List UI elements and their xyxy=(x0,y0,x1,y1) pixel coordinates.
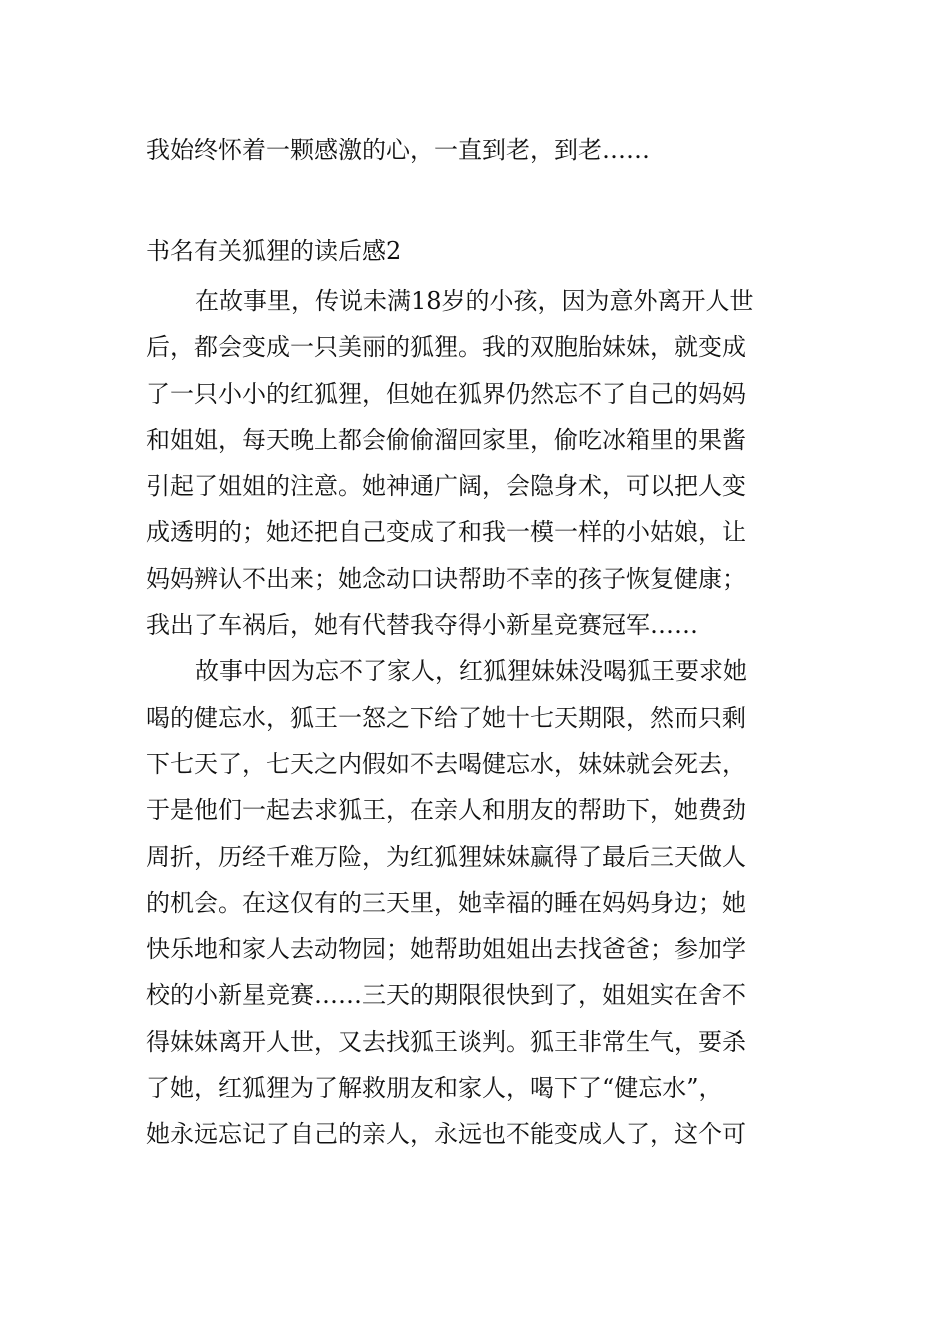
paragraph-line: 校的小新星竞赛……三天的期限很快到了，姐姐实在舍不 xyxy=(146,981,746,1010)
paragraph-line: 了她，红狐狸为了解救朋友和家人，喝下了“健忘水”， xyxy=(146,1074,723,1103)
section-heading-block xyxy=(146,228,806,274)
paragraph-line: 于是他们一起去求狐王，在亲人和朋友的帮助下，她费劲 xyxy=(146,796,746,825)
closing-line-block xyxy=(146,127,806,173)
paragraph-line: 喝的健忘水，狐王一怒之下给了她十七天期限，然而只剩 xyxy=(146,703,746,732)
paragraph-line: 在故事里，传说未满18岁的小孩，因为意外离开人世 xyxy=(195,287,754,315)
paragraph-line: 的机会。在这仅有的三天里，她幸福的睡在妈妈身边；她 xyxy=(146,888,746,917)
paragraph-line: 了一只小小的红狐狸，但她在狐界仍然忘不了自己的妈妈 xyxy=(146,379,746,408)
paragraph-line: 和姐姐，每天晚上都会偷偷溜回家里，偷吃冰箱里的果酱 xyxy=(146,425,746,454)
paragraph-line: 快乐地和家人去动物园；她帮助姐姐出去找爸爸；参加学 xyxy=(146,935,746,964)
paragraph-line: 故事中因为忘不了家人，红狐狸妹妹没喝狐王要求她 xyxy=(195,657,747,686)
paragraph-line: 引起了姐姐的注意。她神通广阔，会隐身术，可以把人变 xyxy=(146,472,746,501)
paragraph-line: 得妹妹离开人世，又去找狐王谈判。狐王非常生气，要杀 xyxy=(146,1027,746,1056)
paragraph-line: 后，都会变成一只美丽的狐狸。我的双胞胎妹妹，就变成 xyxy=(146,333,746,362)
paragraph-line: 她永远忘记了自己的亲人，永远也不能变成人了，这个可 xyxy=(146,1120,746,1149)
paragraph-line: 周折，历经千难万险，为红狐狸妹妹赢得了最后三天做人 xyxy=(146,842,746,871)
article-body xyxy=(146,278,806,1158)
paragraph-line: 妈妈辨认不出来；她念动口诀帮助不幸的孩子恢复健康； xyxy=(146,564,746,593)
paragraph-line: 下七天了，七天之内假如不去喝健忘水，妹妹就会死去， xyxy=(146,749,746,778)
section-heading: 书名有关狐狸的读后感2 xyxy=(146,237,402,265)
paragraph-line: 成透明的；她还把自己变成了和我一模一样的小姑娘，让 xyxy=(146,518,746,547)
paragraph-line: 我出了车祸后，她有代替我夺得小新星竞赛冠军…… xyxy=(146,611,698,640)
closing-line: 我始终怀着一颗感激的心，一直到老，到老…… xyxy=(146,136,650,164)
